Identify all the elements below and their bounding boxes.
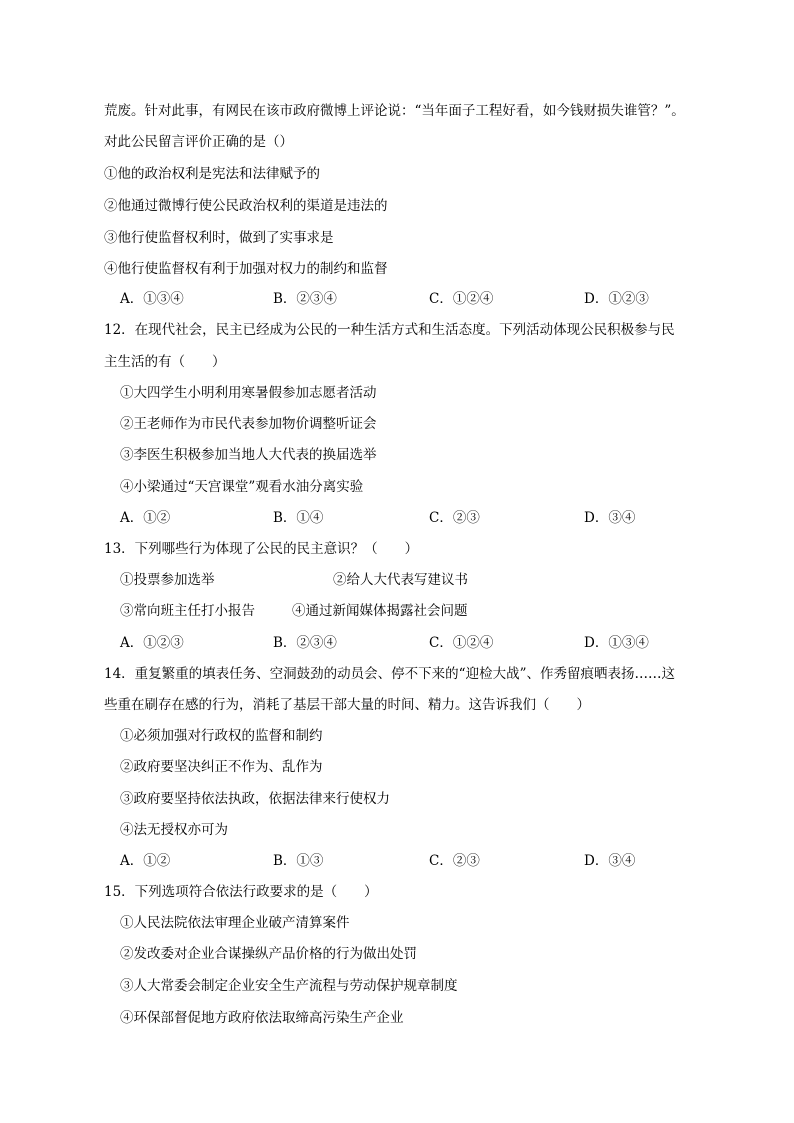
q13-item-4: ④通过新闻媒体揭露社会问题: [292, 603, 468, 619]
intro-item-3: ③他行使监督权利时，做到了实事求是: [104, 230, 334, 246]
q15-stem: 15．下列选项符合依法行政要求的是（ ）: [104, 884, 378, 900]
q14-option-d: D．③④: [584, 853, 636, 869]
intro-item-1: ①他的政治权利是宪法和法律赋予的: [104, 166, 320, 182]
q14-item-3: ③政府要坚持依法执政，依据法律来行使权力: [120, 791, 390, 807]
q12-item-1: ①大四学生小明利用寒暑假参加志愿者活动: [120, 385, 377, 401]
intro-option-c: C．①②④: [429, 291, 494, 307]
q12-option-d: D．③④: [584, 510, 636, 526]
q14-item-1: ①必须加强对行政权的监督和制约: [120, 728, 323, 744]
q14-option-b: B．①③: [273, 853, 324, 869]
q14-stem-line-2: 些重在刷存在感的行为，消耗了基层干部大量的时间、精力。这告诉我们（ ）: [104, 697, 590, 713]
intro-item-4: ④他行使监督权有利于加强对权力的制约和监督: [104, 261, 388, 277]
q15-item-4: ④环保部督促地方政府依法取缔高污染生产企业: [120, 1010, 404, 1026]
q15-item-2: ②发改委对企业合谋操纵产品价格的行为做出处罚: [120, 946, 417, 962]
q12-item-4: ④小梁通过“天宫课堂”观看水油分离实验: [120, 479, 364, 495]
q14-option-a: A．①②: [120, 853, 171, 869]
intro-item-2: ②他通过微博行使公民政治权利的渠道是违法的: [104, 198, 388, 214]
q13-item-3: ③常向班主任打小报告: [120, 603, 255, 619]
q12-item-3: ③李医生积极参加当地人大代表的换届选举: [120, 447, 377, 463]
q12-option-b: B．①④: [273, 510, 324, 526]
q12-item-2: ②王老师作为市民代表参加物价调整听证会: [120, 416, 377, 432]
q12-option-a: A．①②: [120, 510, 171, 526]
q13-option-c: C．①②④: [429, 635, 494, 651]
q12-stem-line-2: 主生活的有（ ）: [104, 354, 226, 370]
q13-option-d: D．①③④: [584, 635, 649, 651]
q15-item-1: ①人民法院依法审理企业破产清算案件: [120, 915, 350, 931]
intro-option-b: B．②③④: [273, 291, 337, 307]
q14-option-c: C．②③: [429, 853, 480, 869]
q15-item-3: ③人大常委会制定企业安全生产流程与劳动保护规章制度: [120, 978, 458, 994]
q12-stem-line-1: 12．在现代社会，民主已经成为公民的一种生活方式和生活态度。下列活动体现公民积极参与民: [104, 322, 675, 338]
q14-item-4: ④法无授权亦可为: [120, 822, 228, 838]
intro-option-d: D．①②③: [584, 291, 649, 307]
q13-stem: 13．下列哪些行为体现了公民的民主意识？（ ）: [104, 541, 419, 557]
intro-line-1: 荒废。针对此事，有网民在该市政府微博上评论说：“当年面子工程好看，如今钱财损失谁管？”。: [104, 103, 685, 119]
q13-item-2: ②给人大代表写建议书: [333, 572, 468, 588]
intro-line-2: 对此公民留言评价正确的是（）: [104, 134, 293, 150]
q13-option-b: B．②③④: [273, 635, 337, 651]
q14-stem-line-1: 14．重复繁重的填表任务、空洞鼓劲的动员会、停不下来的“迎检大战”、作秀留痕晒表扬……这: [104, 666, 675, 682]
intro-option-a: A．①③④: [120, 291, 184, 307]
q12-option-c: C．②③: [429, 510, 480, 526]
q14-item-2: ②政府要坚决纠正不作为、乱作为: [120, 759, 323, 775]
q13-item-1: ①投票参加选举: [120, 572, 215, 588]
q13-option-a: A．①②③: [120, 635, 184, 651]
